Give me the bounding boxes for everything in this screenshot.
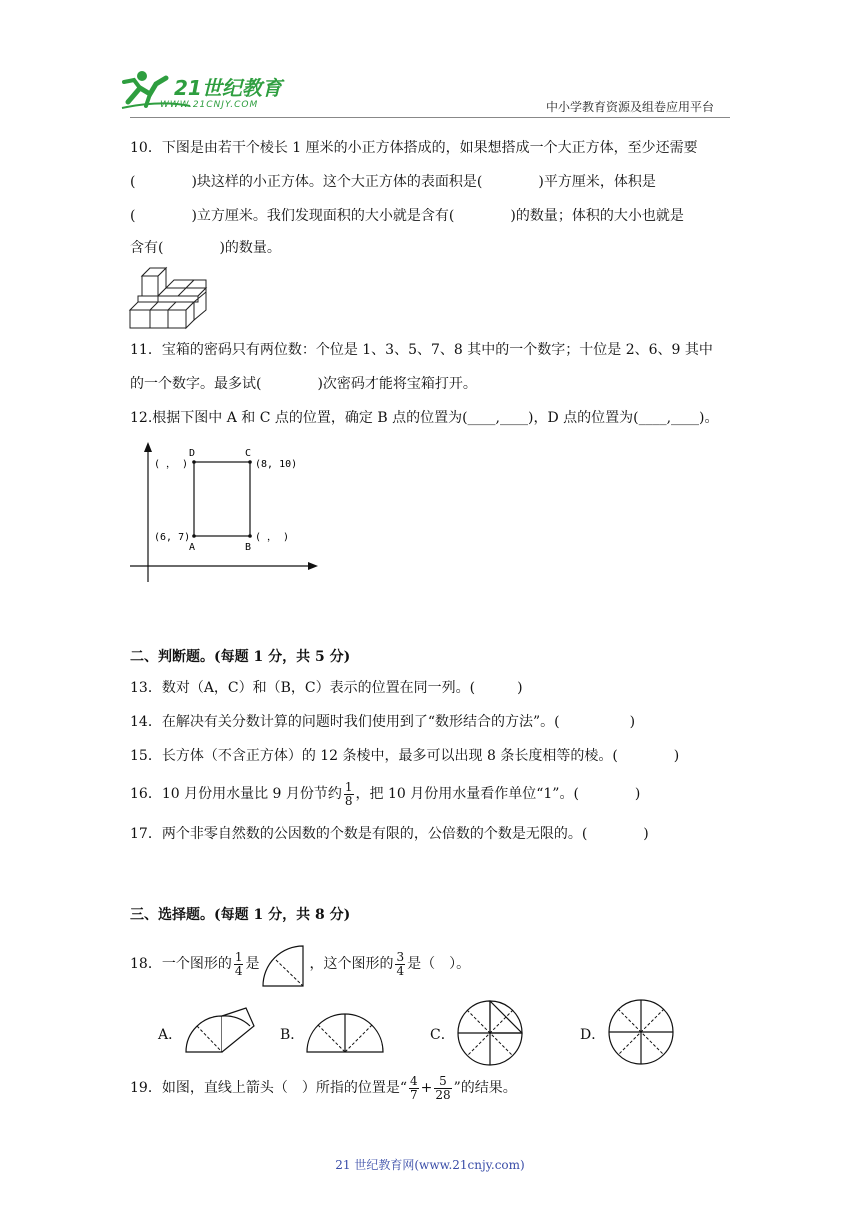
coordinate-diagram bbox=[126, 440, 326, 592]
q18-f1-num: 1 bbox=[234, 949, 243, 964]
point-c bbox=[248, 460, 252, 464]
q18 bbox=[130, 944, 470, 984]
coord-a: (6, 7) bbox=[154, 532, 191, 543]
q11-line2: 的一个数字。最多试( )次密码才能将宝箱打开。 bbox=[130, 376, 477, 392]
option-c-label: C． bbox=[430, 1027, 455, 1043]
q18-post: 是（ ）。 bbox=[407, 956, 471, 972]
label-a: A bbox=[189, 542, 196, 553]
option-c-figure bbox=[456, 1000, 526, 1070]
x-axis-arrow-icon bbox=[308, 562, 318, 570]
y-axis-arrow-icon bbox=[144, 442, 152, 452]
q12-text: 12.根据下图中 A 和 C 点的位置，确定 B 点的位置为(____,____)，D 点的位置为(____,____)。 bbox=[130, 410, 719, 426]
q10-line2: ( )块这样的小正方体。这个大正方体的表面积是( )平方厘米，体积是 bbox=[130, 174, 656, 190]
option-a-figure bbox=[184, 1004, 256, 1058]
platform-title: 中小学教育资源及组卷应用平台 bbox=[546, 100, 715, 114]
rectangle-abcd bbox=[194, 462, 250, 536]
q19 bbox=[130, 1066, 517, 1110]
q18-pre: 18．一个图形的 bbox=[130, 956, 232, 972]
q15: 15．长方体（不含正方体）的 12 条棱中，最多可以出现 8 条长度相等的棱。( ) bbox=[130, 748, 680, 764]
q19-f2-den: 28 bbox=[435, 1087, 451, 1102]
q17: 17．两个非零自然数的公因数的个数是有限的，公倍数的个数是无限的。( ) bbox=[130, 826, 649, 842]
q18-quarter-figure bbox=[259, 944, 309, 984]
q10-line1: 10．下图是由若干个棱长 1 厘米的小正方体搭成的，如果想搭成一个大正方体，至少还需要 bbox=[130, 140, 698, 156]
q18-f1-den: 4 bbox=[234, 963, 243, 978]
q16-pre: 16．10 月份用水量比 9 月份节约 bbox=[130, 786, 342, 802]
q16-fraction bbox=[344, 781, 354, 808]
label-d: D bbox=[189, 448, 196, 459]
q18-mid2: ，这个图形的 bbox=[309, 956, 394, 972]
point-d bbox=[192, 460, 196, 464]
option-a-label: A． bbox=[158, 1027, 183, 1043]
q18-f2-num: 3 bbox=[396, 949, 405, 964]
q14: 14．在解决有关分数计算的问题时我们使用到了“数形结合的方法”。( ) bbox=[130, 714, 636, 730]
q19-pre: 19．如图，直线上箭头（ ）所指的位置是“ bbox=[130, 1080, 407, 1096]
q18-fraction-2 bbox=[395, 951, 405, 978]
option-d-label: D． bbox=[580, 1027, 606, 1043]
q13: 13．数对（A，C）和（B，C）表示的位置在同一列。( ) bbox=[130, 680, 523, 696]
label-b: B bbox=[245, 542, 252, 553]
logo-url: WWW.21CNJY.COM bbox=[160, 100, 259, 110]
q18-fraction-1 bbox=[234, 951, 244, 978]
q10-line4: 含有( )的数量。 bbox=[130, 240, 281, 256]
q19-f1-den: 7 bbox=[409, 1087, 418, 1102]
section-3-title: 三、选择题。(每题 1 分，共 8 分) bbox=[130, 907, 351, 923]
q19-post: ”的结果。 bbox=[453, 1080, 517, 1096]
q19-fraction-1 bbox=[409, 1075, 419, 1102]
q16-den: 8 bbox=[344, 793, 353, 808]
logo-text: 21世纪教育 bbox=[174, 76, 282, 100]
q18-mid: 是 bbox=[245, 956, 260, 972]
option-b-label: B． bbox=[280, 1027, 305, 1043]
point-a bbox=[192, 534, 196, 538]
q19-fraction-2 bbox=[434, 1075, 451, 1102]
q19-f2-num: 5 bbox=[434, 1075, 451, 1089]
footer-link[interactable]: 21 世纪教育网(www.21cnjy.com) bbox=[335, 1158, 525, 1172]
section-2-title: 二、判断题。(每题 1 分，共 5 分) bbox=[130, 649, 351, 665]
option-d-figure bbox=[606, 998, 676, 1070]
q16-num: 1 bbox=[344, 779, 353, 794]
point-b bbox=[248, 534, 252, 538]
q18-f2-den: 4 bbox=[396, 963, 405, 978]
label-c: C bbox=[245, 448, 252, 459]
q11-line1: 11．宝箱的密码只有两位数：个位是 1、3、5、7、8 其中的一个数字；十位是 2、6、9 其中 bbox=[130, 342, 713, 358]
q19-f1-num: 4 bbox=[409, 1073, 418, 1088]
logo bbox=[120, 66, 290, 114]
option-b-figure bbox=[305, 1012, 385, 1058]
q19-plus: + bbox=[420, 1080, 433, 1096]
cube-stack-figure bbox=[128, 266, 212, 334]
coord-d: ( ， ) bbox=[154, 459, 189, 470]
q16 bbox=[130, 778, 640, 810]
coord-c: (8, 10) bbox=[255, 459, 298, 470]
q16-post: ，把 10 月份用水量看作单位“1”。( ) bbox=[355, 786, 641, 802]
coord-b: ( ， ) bbox=[255, 532, 290, 543]
q10-line3: ( )立方厘米。我们发现面积的大小就是含有( )的数量；体积的大小也就是 bbox=[130, 208, 684, 224]
header-divider bbox=[130, 117, 730, 118]
